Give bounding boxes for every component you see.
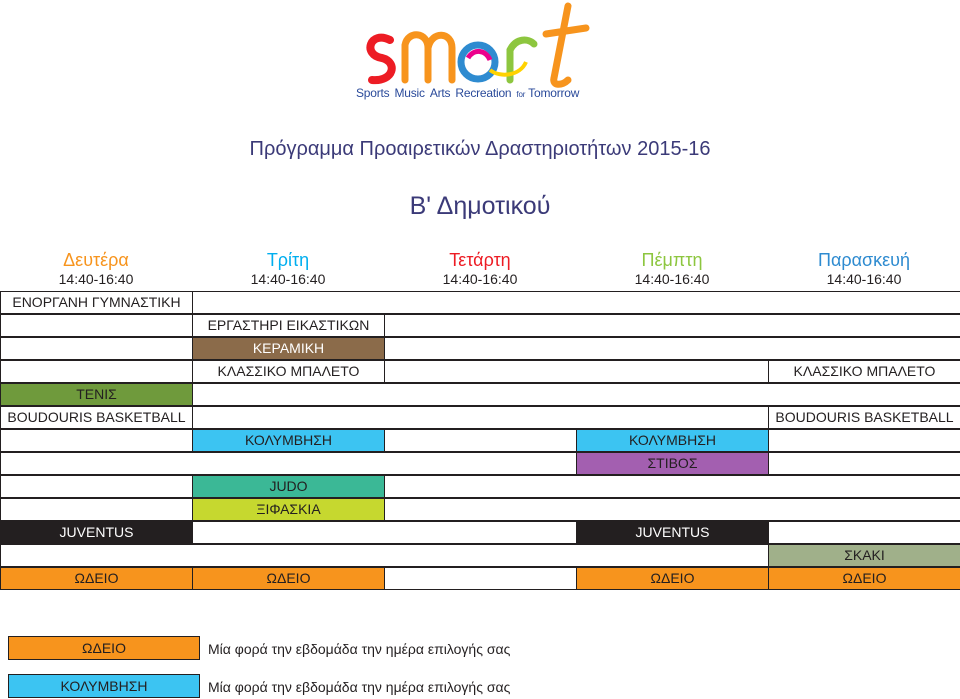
schedule-row	[0, 567, 960, 590]
empty-cell	[0, 452, 577, 475]
tagline-arts: Arts	[429, 86, 451, 100]
empty-cell	[384, 360, 769, 383]
activity-cell-ballet: ΚΛΑΣΣΙΚΟ ΜΠΑΛΕΤΟ	[192, 360, 385, 383]
day-header-5	[768, 250, 960, 288]
activity-cell-juventus: JUVENTUS	[0, 521, 193, 544]
empty-cell	[768, 452, 960, 475]
day-name: Παρασκευή	[817, 250, 911, 270]
schedule-row	[0, 291, 960, 314]
legend-swatch: ΚΟΛΥΜΒΗΣΗ	[8, 674, 200, 698]
schedule-row	[0, 337, 960, 360]
activity-cell-track: ΣΤΙΒΟΣ	[576, 452, 769, 475]
activity-cell-gym: ΕΝΟΡΓΑΝΗ ΓΥΜΝΑΣΤΙΚΗ	[0, 291, 193, 314]
tagline-tomorrow: Tomorrow	[528, 86, 580, 100]
activity-cell-chess: ΣΚΑΚΙ	[768, 544, 960, 567]
empty-cell	[0, 314, 193, 337]
day-header-3	[384, 250, 576, 288]
schedule-row	[0, 314, 960, 337]
schedule-row	[0, 429, 960, 452]
logo-tagline	[356, 86, 584, 100]
empty-cell	[192, 291, 960, 314]
empty-cell	[0, 337, 193, 360]
activity-cell-ballet: ΚΛΑΣΣΙΚΟ ΜΠΑΛΕΤΟ	[768, 360, 960, 383]
day-header-1	[0, 250, 192, 288]
day-header-4	[576, 250, 768, 288]
schedule-row	[0, 521, 960, 544]
empty-cell	[384, 429, 577, 452]
legend-swatch: ΩΔΕΙΟ	[8, 636, 200, 660]
day-time: 14:40-16:40	[250, 271, 326, 287]
empty-cell	[192, 521, 577, 544]
day-time: 14:40-16:40	[58, 271, 134, 287]
day-time: 14:40-16:40	[634, 271, 710, 287]
schedule-row	[0, 498, 960, 521]
schedule-row	[0, 406, 960, 429]
schedule-row	[0, 544, 960, 567]
empty-cell	[0, 544, 769, 567]
activity-cell-odeio: ΩΔΕΙΟ	[768, 567, 960, 590]
schedule-row	[0, 452, 960, 475]
schedule-row	[0, 360, 960, 383]
empty-cell	[384, 498, 960, 521]
day-time: 14:40-16:40	[826, 271, 902, 287]
day-header-row	[0, 250, 960, 294]
empty-cell	[384, 337, 960, 360]
legend-text: Μία φορά την εβδομάδα την ημέρα επιλογής σας	[208, 641, 511, 657]
page-title: Πρόγραμμα Προαιρετικών Δραστηριοτήτων 2015-16	[249, 138, 711, 160]
legend-text: Μία φορά την εβδομάδα την ημέρα επιλογής σας	[208, 679, 511, 695]
activity-cell-odeio: ΩΔΕΙΟ	[192, 567, 385, 590]
activity-cell-basket: BOUDOURIS BASKETBALL	[768, 406, 960, 429]
activity-cell-odeio: ΩΔΕΙΟ	[576, 567, 769, 590]
activity-cell-odeio: ΩΔΕΙΟ	[0, 567, 193, 590]
day-name: Δευτέρα	[63, 250, 129, 270]
tagline-for: for	[516, 90, 526, 99]
page-subtitle: Β' Δημοτικού	[409, 192, 551, 220]
empty-cell	[768, 521, 960, 544]
empty-cell	[0, 475, 193, 498]
day-name: Τρίτη	[266, 250, 310, 270]
activity-cell-judo: JUDO	[192, 475, 385, 498]
day-name: Τετάρτη	[449, 250, 511, 270]
tagline-music: Music	[394, 86, 425, 100]
day-time: 14:40-16:40	[442, 271, 518, 287]
activity-cell-tennis: ΤΕΝΙΣ	[0, 383, 193, 406]
tagline-recreation: Recreation	[455, 86, 512, 100]
activity-cell-ceramics: ΚΕΡΑΜΙΚΗ	[192, 337, 385, 360]
day-header-2	[192, 250, 384, 288]
activity-cell-art: ΕΡΓΑΣΤΗΡΙ ΕΙΚΑΣΤΙΚΩΝ	[192, 314, 385, 337]
activity-cell-juventus: JUVENTUS	[576, 521, 769, 544]
tagline-sports: Sports	[356, 86, 390, 100]
activity-cell-swim: ΚΟΛΥΜΒΗΣΗ	[576, 429, 769, 452]
schedule-row	[0, 475, 960, 498]
schedule-row	[0, 383, 960, 406]
empty-cell	[0, 429, 193, 452]
empty-cell	[0, 360, 193, 383]
activity-cell-basket: BOUDOURIS BASKETBALL	[0, 406, 193, 429]
empty-cell	[384, 567, 577, 590]
activity-cell-swim: ΚΟΛΥΜΒΗΣΗ	[192, 429, 385, 452]
empty-cell	[0, 498, 193, 521]
day-name: Πέμπτη	[641, 250, 703, 270]
empty-cell	[192, 406, 769, 429]
empty-cell	[384, 314, 960, 337]
empty-cell	[384, 475, 960, 498]
empty-cell	[768, 429, 960, 452]
activity-cell-fencing: ΞΙΦΑΣΚΙΑ	[192, 498, 385, 521]
empty-cell	[192, 383, 960, 406]
